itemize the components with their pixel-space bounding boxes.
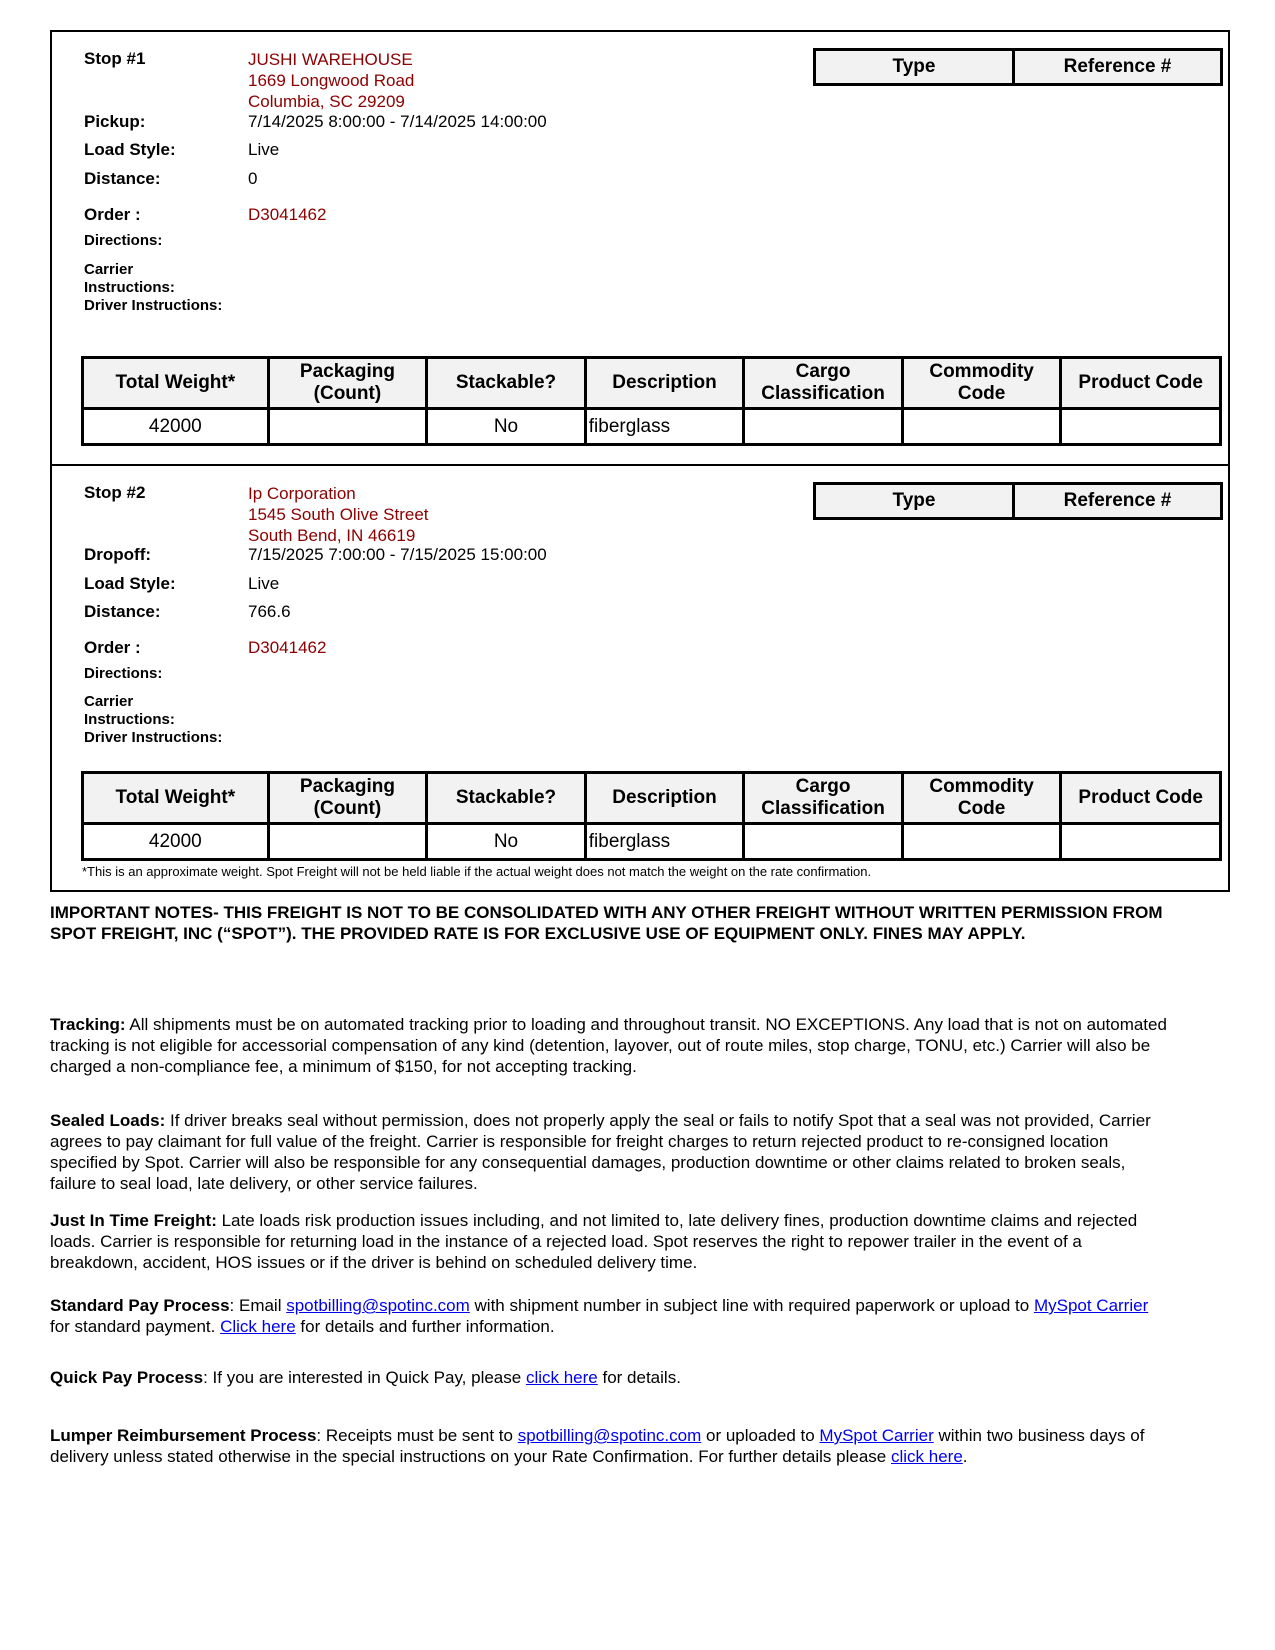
commodity-code-cell <box>902 409 1061 445</box>
stop-1-directions-label: Directions: <box>84 232 163 249</box>
ref-number-header: Reference # <box>1014 484 1222 519</box>
standard-pay-paragraph <box>50 1295 1170 1337</box>
stop-2-distance: 766.6 <box>248 602 291 621</box>
packaging-header: Packaging (Count) <box>268 773 427 824</box>
stop-1-pickup-window: 7/14/2025 8:00:00 - 7/14/2025 14:00:00 <box>248 112 547 131</box>
stop-2-carrier-instructions-label <box>84 693 222 747</box>
stop-1-reference-table <box>813 48 1223 86</box>
lumper-click-here-link[interactable]: click here <box>890 1447 963 1466</box>
packaging-header: Packaging (Count) <box>268 358 427 409</box>
description-header: Description <box>585 358 744 409</box>
lumper-email-link[interactable]: spotbilling@spotinc.com <box>517 1426 702 1445</box>
stop-2-name: Ip Corporation <box>248 484 356 503</box>
commodity-code-header: Commodity Code <box>902 358 1061 409</box>
ref-type-header: Type <box>815 50 1014 85</box>
stop-2-directions-label: Directions: <box>84 665 163 682</box>
product-code-cell <box>1061 409 1221 445</box>
lumper-text-1: : Receipts must be sent to <box>316 1426 518 1445</box>
stop-1-pickup-label: Pickup: <box>84 112 146 131</box>
cargo-classification-header: Cargo Classification <box>744 773 903 824</box>
table-row <box>83 409 1221 445</box>
tracking-text: All shipments must be on automated tracking prior to loading and throughout transit. NO EXCEPTIONS. Any load that is not on automated tracking is not eligible for accessorial compensation of any kind (detention, layover, out of route miles, stop charge, TONU, etc.) Carrier will also be charged a non-compliance fee, a minimum of $150, for not accepting tracking. <box>50 1015 1167 1076</box>
quick-pay-paragraph <box>50 1367 1170 1388</box>
stop-2-distance-label: Distance: <box>84 602 161 621</box>
cargo-classification-cell <box>744 824 903 860</box>
standard-pay-text-4: for details and further information. <box>295 1317 555 1336</box>
quick-pay-text-2: for details. <box>597 1368 681 1387</box>
ref-type-header: Type <box>815 484 1014 519</box>
jit-label: Just In Time Freight: <box>50 1211 217 1230</box>
stop-1-distance-label: Distance: <box>84 169 161 188</box>
stackable-cell: No <box>427 824 586 860</box>
standard-pay-text-2: with shipment number in subject line with required paperwork or upload to <box>469 1296 1034 1315</box>
tracking-label: Tracking: <box>50 1015 126 1034</box>
carrier-label-line2: Instructions: <box>84 711 175 728</box>
stops-container <box>50 30 1230 892</box>
stop-2-load-style: Live <box>248 574 280 593</box>
sealed-loads-label: Sealed Loads: <box>50 1111 166 1130</box>
product-code-header: Product Code <box>1061 773 1221 824</box>
important-notes: IMPORTANT NOTES- THIS FREIGHT IS NOT TO BE CONSOLIDATED WITH ANY OTHER FREIGHT WITHOUT WRITTEN PERMISSION FROM SPOT FREIGHT, INC (“SPOT”). THE PROVIDED RATE IS FOR EXCLUSIVE USE OF EQUIPMENT ONLY. FINES MAY APPLY. <box>50 903 1163 943</box>
commodity-code-header: Commodity Code <box>902 773 1061 824</box>
ref-number-header: Reference # <box>1014 50 1222 85</box>
sealed-loads-text: If driver breaks seal without permission, does not properly apply the seal or fails to notify Spot that a seal was not provided, Carrier agrees to pay claimant for full value of the freight. Carrier is responsible for freight charges to return rejected product to re-consigned location specified by Spot. Carrier will also be responsible for any consequential damages, production downtime or other claims related to broken seals, failure to seal load, late delivery, or other service failures. <box>50 1111 1151 1193</box>
total-weight-cell: 42000 <box>83 824 269 860</box>
stackable-header: Stackable? <box>427 773 586 824</box>
carrier-label-line2: Instructions: <box>84 279 175 296</box>
jit-text: Late loads risk production issues including, and not limited to, late delivery fines, production downtime claims and rejected loads. Carrier is responsible for returning load in the instance of a rejected load. Spot reserves the right to repower trailer in the event of a breakdown, accident, HOS issues or if the driver is behind on scheduled delivery time. <box>50 1211 1138 1272</box>
carrier-label-line1: Carrier <box>84 261 134 278</box>
description-cell: fiberglass <box>585 824 744 860</box>
stop-2-section <box>52 464 1228 892</box>
stop-1-load-style: Live <box>248 140 280 159</box>
description-header: Description <box>585 773 744 824</box>
cargo-header-row <box>83 773 1221 824</box>
stop-2-label: Stop #2 <box>84 483 146 502</box>
stop-1-city: Columbia, SC 29209 <box>248 92 405 111</box>
driver-instructions-label: Driver Instructions: <box>84 729 223 746</box>
cargo-classification-header: Cargo Classification <box>744 358 903 409</box>
lumper-paragraph <box>50 1425 1170 1467</box>
stop-1-order-number: D3041462 <box>248 205 327 224</box>
stop-2-street: 1545 South Olive Street <box>248 505 429 524</box>
packaging-cell <box>268 824 427 860</box>
stop-1-section <box>52 32 1228 464</box>
stop-2-cargo-table <box>81 771 1222 861</box>
stop-2-address <box>248 483 429 546</box>
lumper-text-3: within two business days of delivery unless stated otherwise in the special instructions on your Rate Confirmation. For further details please <box>50 1426 1145 1466</box>
commodity-code-cell <box>902 824 1061 860</box>
weight-footnote: *This is an approximate weight. Spot Freight will not be held liable if the actual weight does not match the weight on the rate confirmation. <box>82 864 872 879</box>
stop-2-reference-table <box>813 482 1223 520</box>
standard-pay-text-3: for standard payment. <box>50 1317 221 1336</box>
total-weight-cell: 42000 <box>83 409 269 445</box>
lumper-myspot-carrier-link[interactable]: MySpot Carrier <box>819 1426 934 1445</box>
product-code-header: Product Code <box>1061 358 1221 409</box>
carrier-label-line1: Carrier <box>84 693 134 710</box>
driver-instructions-label: Driver Instructions: <box>84 297 223 314</box>
myspot-carrier-link[interactable]: MySpot Carrier <box>1033 1296 1149 1315</box>
table-row <box>83 824 1221 860</box>
description-cell: fiberglass <box>585 409 744 445</box>
stop-2-dropoff-label: Dropoff: <box>84 545 152 564</box>
standard-pay-label: Standard Pay Process <box>50 1296 230 1315</box>
stop-1-distance: 0 <box>248 169 258 188</box>
stop-1-cargo-table <box>81 356 1222 446</box>
stop-1-order-label: Order : <box>84 205 141 224</box>
stop-1-carrier-instructions-label <box>84 261 222 315</box>
tracking-paragraph <box>50 1014 1170 1077</box>
product-code-cell <box>1061 824 1221 860</box>
billing-email-link[interactable]: spotbilling@spotinc.com <box>286 1296 470 1315</box>
total-weight-header: Total Weight* <box>83 773 269 824</box>
stop-2-load-style-label: Load Style: <box>84 574 176 593</box>
total-weight-header: Total Weight* <box>83 358 269 409</box>
stop-1-label: Stop #1 <box>84 49 146 68</box>
quick-pay-label: Quick Pay Process <box>50 1368 204 1387</box>
quick-pay-click-here-link[interactable]: click here <box>525 1368 598 1387</box>
stackable-cell: No <box>427 409 586 445</box>
stop-1-load-style-label: Load Style: <box>84 140 176 159</box>
sealed-loads-paragraph <box>50 1110 1170 1194</box>
quick-pay-text-1: : If you are interested in Quick Pay, please <box>203 1368 526 1387</box>
stop-2-order-label: Order : <box>84 638 141 657</box>
packaging-cell <box>268 409 427 445</box>
standard-pay-text-1: : Email <box>229 1296 287 1315</box>
stop-1-street: 1669 Longwood Road <box>248 71 415 90</box>
standard-pay-click-here-link[interactable]: Click here <box>220 1317 296 1336</box>
lumper-text-2: or uploaded to <box>701 1426 820 1445</box>
stop-2-dropoff-window: 7/15/2025 7:00:00 - 7/15/2025 15:00:00 <box>248 545 547 564</box>
stop-2-order-number: D3041462 <box>248 638 327 657</box>
lumper-label: Lumper Reimbursement Process <box>50 1426 317 1445</box>
stop-1-address <box>248 49 414 112</box>
cargo-header-row <box>83 358 1221 409</box>
lumper-text-4: . <box>962 1447 968 1466</box>
cargo-classification-cell <box>744 409 903 445</box>
stop-1-name: JUSHI WAREHOUSE <box>248 50 413 69</box>
stop-2-city: South Bend, IN 46619 <box>248 526 416 545</box>
stackable-header: Stackable? <box>427 358 586 409</box>
jit-paragraph <box>50 1210 1170 1273</box>
